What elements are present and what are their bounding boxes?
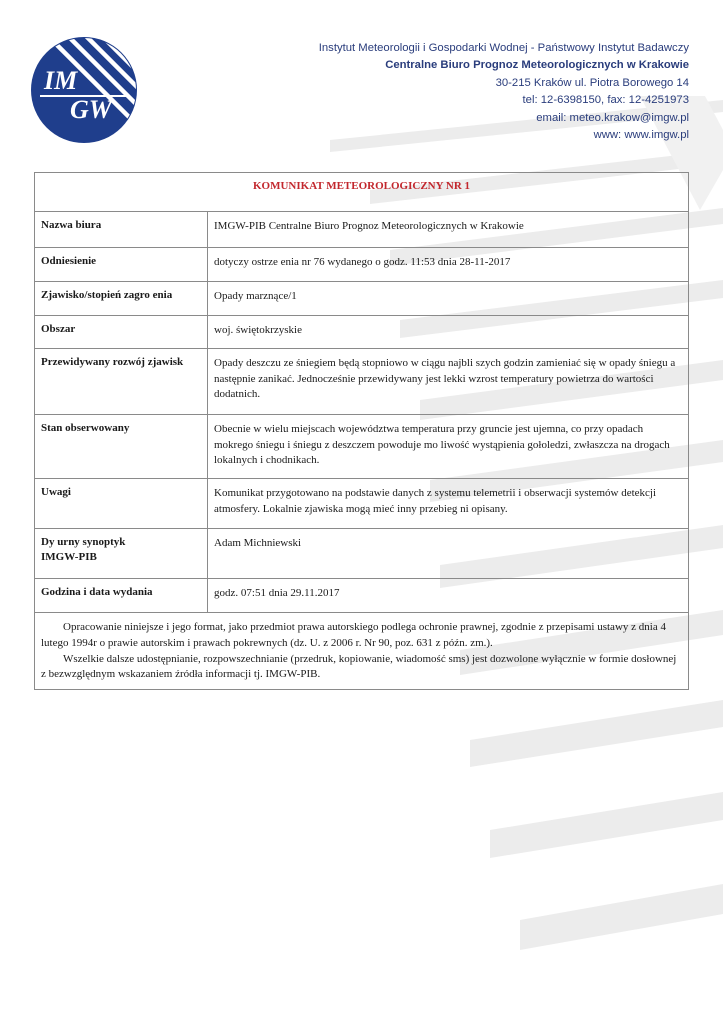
imgw-logo [30, 36, 138, 144]
row-label-forecaster [35, 529, 208, 579]
row-value-area: woj. świętokrzyskie [208, 316, 689, 349]
row-value-phenomenon: Opady marznące/1 [208, 282, 689, 316]
forecaster-label-line1: Dy urny synoptyk [41, 536, 126, 548]
logo-text-bottom: GW [70, 95, 112, 124]
row-value-reference: dotyczy ostrze enia nr 76 wydanego o godz. 11:53 dnia 28-11-2017 [208, 248, 689, 282]
row-value-forecaster: Adam Michniewski [208, 529, 689, 579]
phone: tel: 12-6398150, fax: 12-4251973 [522, 94, 689, 107]
address: 30-215 Kraków ul. Piotra Borowego 14 [495, 76, 689, 89]
row-label-area: Obszar [35, 316, 208, 349]
row-label-remarks: Uwagi [35, 479, 208, 529]
row-label-observed: Stan obserwowany [35, 415, 208, 479]
bulletin-title: KOMUNIKAT METEOROLOGICZNY NR 1 [35, 173, 689, 212]
row-value-forecast: Opady deszczu ze śniegiem będą stopniowo w ciągu najbli szych godzin zamieniać się w opady śniegu a następnie zanikać. Jednocześnie przewidywany jest lekki wzrost temperatury powietrza do wartości dodatnich. [208, 349, 689, 415]
bulletin [34, 172, 689, 690]
office-name: Centralne Biuro Prognoz Meteorologicznych w Krakowie [385, 59, 689, 72]
email[interactable]: email: meteo.krakow@imgw.pl [536, 111, 689, 124]
row-value-remarks: Komunikat przygotowano na podstawie danych z systemu telemetrii i obserwacji systemów detekcji atmosfery. Lokalnie zjawiska mogą mieć inny przebieg ni opisany. [208, 479, 689, 529]
logo-text-top: IM [44, 66, 78, 95]
row-value-issued: godz. 07:51 dnia 29.11.2017 [208, 579, 689, 613]
copyright-notice [35, 613, 689, 690]
row-label-phenomenon: Zjawisko/stopień zagro enia [35, 282, 208, 316]
letterhead [319, 40, 689, 144]
row-value-office: IMGW-PIB Centralne Biuro Prognoz Meteorologicznych w Krakowie [208, 212, 689, 248]
row-label-reference: Odniesienie [35, 248, 208, 282]
bulletin-table [34, 172, 689, 690]
row-label-office: Nazwa biura [35, 212, 208, 248]
institute-name: Instytut Meteorologii i Gospodarki Wodnej - Państwowy Instytut Badawczy [318, 42, 689, 54]
redistribution-paragraph: Wszelkie dalsze udostępnianie, rozpowszechnianie (przedruk, kopiowanie, wiadomość sms) jest dozwolone wyłącznie w formie dosłownej z bezwzględnym wskazaniem źródła informacji tj. IMGW-PIB. [41, 652, 677, 681]
row-label-forecast: Przewidywany rozwój zjawisk [35, 349, 208, 415]
forecaster-label-line2: IMGW-PIB [41, 551, 97, 563]
website[interactable]: www: www.imgw.pl [593, 129, 689, 142]
row-value-observed: Obecnie w wielu miejscach województwa temperatura przy gruncie jest ujemna, co przy opadach mokrego śniegu i śniegu z deszczem powoduje mo liwość wystąpienia gołoledzi, zwłaszcza na drogach lokalnych i chodnikach. [208, 415, 689, 479]
row-label-issued: Godzina i data wydania [35, 579, 208, 613]
copyright-paragraph: Opracowanie niniejsze i jego format, jako przedmiot prawa autorskiego podlega ochronie prawnej, zgodnie z przepisami ustawy z dnia 4 lutego 1994r o prawie autorskim i prawach pokrewnych (dz. U. z 2006 r. Nr 90, poz. 631 z późn. zm.). [41, 621, 666, 649]
